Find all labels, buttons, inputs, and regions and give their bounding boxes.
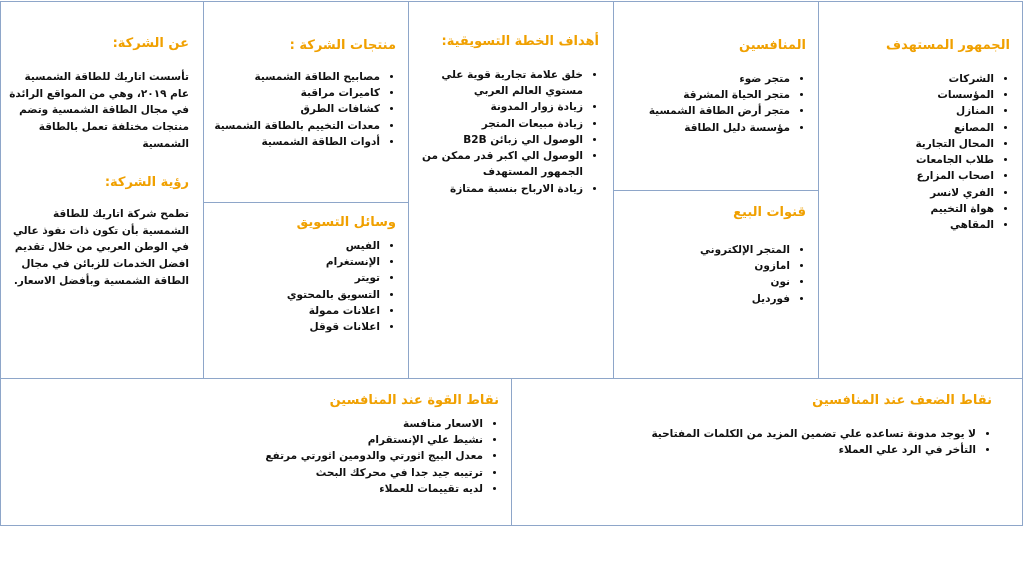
list-item: • زيادة مبيعات المتجر — [417, 116, 583, 132]
list-item: • امازون — [622, 258, 790, 274]
list-item: • هواة التخييم — [827, 201, 994, 217]
list-item: • كاميرات مراقبة — [210, 85, 380, 101]
list-item: • مؤسسة دليل الطاقة — [622, 120, 790, 136]
vision-title: رؤية الشركة: — [104, 174, 189, 190]
about-title: عن الشركة: — [112, 36, 189, 51]
list-item: • الاسعار منافسة — [9, 416, 483, 432]
list-item: • الفيس — [212, 238, 380, 254]
list-item: • تويتر — [212, 270, 380, 286]
list-item: • المصانع — [827, 120, 994, 136]
list-item: • لديه تقييمات للعملاء — [9, 481, 483, 497]
audience-list — [827, 71, 1010, 234]
list-item: • نشيط علي الإنستقرام — [9, 432, 483, 448]
channels-cell — [613, 190, 819, 379]
list-item: • اصحاب المزارع — [827, 168, 994, 184]
list-item: • أدوات الطاقة الشمسية — [210, 134, 380, 150]
list-item: • الشركات — [827, 71, 994, 87]
media-title: وسائل التسويق — [296, 215, 396, 230]
weaknesses-cell — [511, 378, 1023, 526]
list-item: • اعلانات قوقل — [212, 319, 380, 335]
list-item: • معدات التخييم بالطاقة الشمسية — [210, 118, 380, 134]
list-item: • المحال التجارية — [827, 136, 994, 152]
list-item: • التأخر في الرد علي العملاء — [520, 442, 976, 458]
list-item: • خلق علامة تجارية قوية علي مستوي العالم العربي — [417, 67, 583, 100]
products-cell — [203, 1, 409, 203]
list-item: • لا يوجد مدونة تساعده علي تضمين المزيد من الكلمات المفتاحية — [520, 426, 976, 442]
list-item: • الوصول الي زبائن B2B — [417, 132, 583, 148]
weaknesses-list — [520, 426, 992, 459]
audience-title: الجمهور المستهدف — [886, 38, 1010, 53]
competitors-list — [622, 71, 806, 136]
list-item: • اعلانات ممولة — [212, 303, 380, 319]
list-item: • المؤسسات — [827, 87, 994, 103]
media-cell — [203, 202, 409, 379]
list-item: • التسويق بالمحتوي — [212, 287, 380, 303]
strengths-list — [9, 416, 499, 497]
vision-text: تطمح شركة اتاريك للطاقة الشمسية بأن تكون ذات نفوذ عالي في الوطن العربي من خلال تقديم افضل الخدمات للزبائن في مجال الطاقة الشمسية وبأفضل الاسعار. — [12, 207, 189, 287]
list-item: • زيادة زوار المدونة — [417, 99, 583, 115]
list-item: • متجر الحياة المشرقة — [622, 87, 790, 103]
strengths-cell — [0, 378, 512, 526]
list-item: • المقاهي — [827, 217, 994, 233]
strengths-title: نقاط القوة عند المنافسين — [329, 393, 499, 408]
channels-list — [622, 242, 806, 307]
list-item: • الوصول الي اكبر قدر ممكن من الجمهور المستهدف — [417, 148, 583, 181]
list-item: • معدل البيج اثورتي والدومين اثورتي مرتفع — [9, 448, 483, 464]
goals-title: أهداف الخطة التسويقية: — [441, 34, 599, 49]
list-item: • طلاب الجامعات — [827, 152, 994, 168]
list-item: • فورديل — [622, 291, 790, 307]
channels-title: قنوات البيع — [733, 205, 806, 220]
list-item: • متجر ضوء — [622, 71, 790, 87]
goals-list — [417, 67, 599, 197]
products-title: منتجات الشركة : — [289, 38, 396, 53]
list-item: • المتجر الإلكتروني — [622, 242, 790, 258]
products-list — [210, 69, 396, 150]
about-text: تأسست اتاريك للطاقة الشمسية عام ٢٠١٩، وهي من المواقع الرائدة في مجال الطاقة الشمسية وتضم منتجات مختلفة تعمل بالطاقة الشمسية — [9, 70, 189, 151]
list-item: • زيادة الارباح بنسبة ممتازة — [417, 181, 583, 197]
list-item: • الفري لانسر — [827, 185, 994, 201]
list-item: • نون — [622, 274, 790, 290]
about-cell — [0, 1, 204, 379]
list-item: • الإنستغرام — [212, 254, 380, 270]
competitors-cell — [613, 1, 819, 191]
list-item: • متجر أرض الطاقة الشمسية — [622, 103, 790, 119]
competitors-title: المنافسين — [739, 38, 806, 53]
list-item: • مصابيح الطاقة الشمسية — [210, 69, 380, 85]
list-item: • المنازل — [827, 103, 994, 119]
goals-cell — [408, 1, 614, 379]
list-item: • ترتيبه جيد جدا في محركك البحث — [9, 465, 483, 481]
audience-cell — [818, 1, 1023, 379]
media-list — [212, 238, 396, 336]
list-item: • كشافات الطرق — [210, 101, 380, 117]
weaknesses-title: نقاط الضعف عند المنافسين — [812, 393, 992, 408]
